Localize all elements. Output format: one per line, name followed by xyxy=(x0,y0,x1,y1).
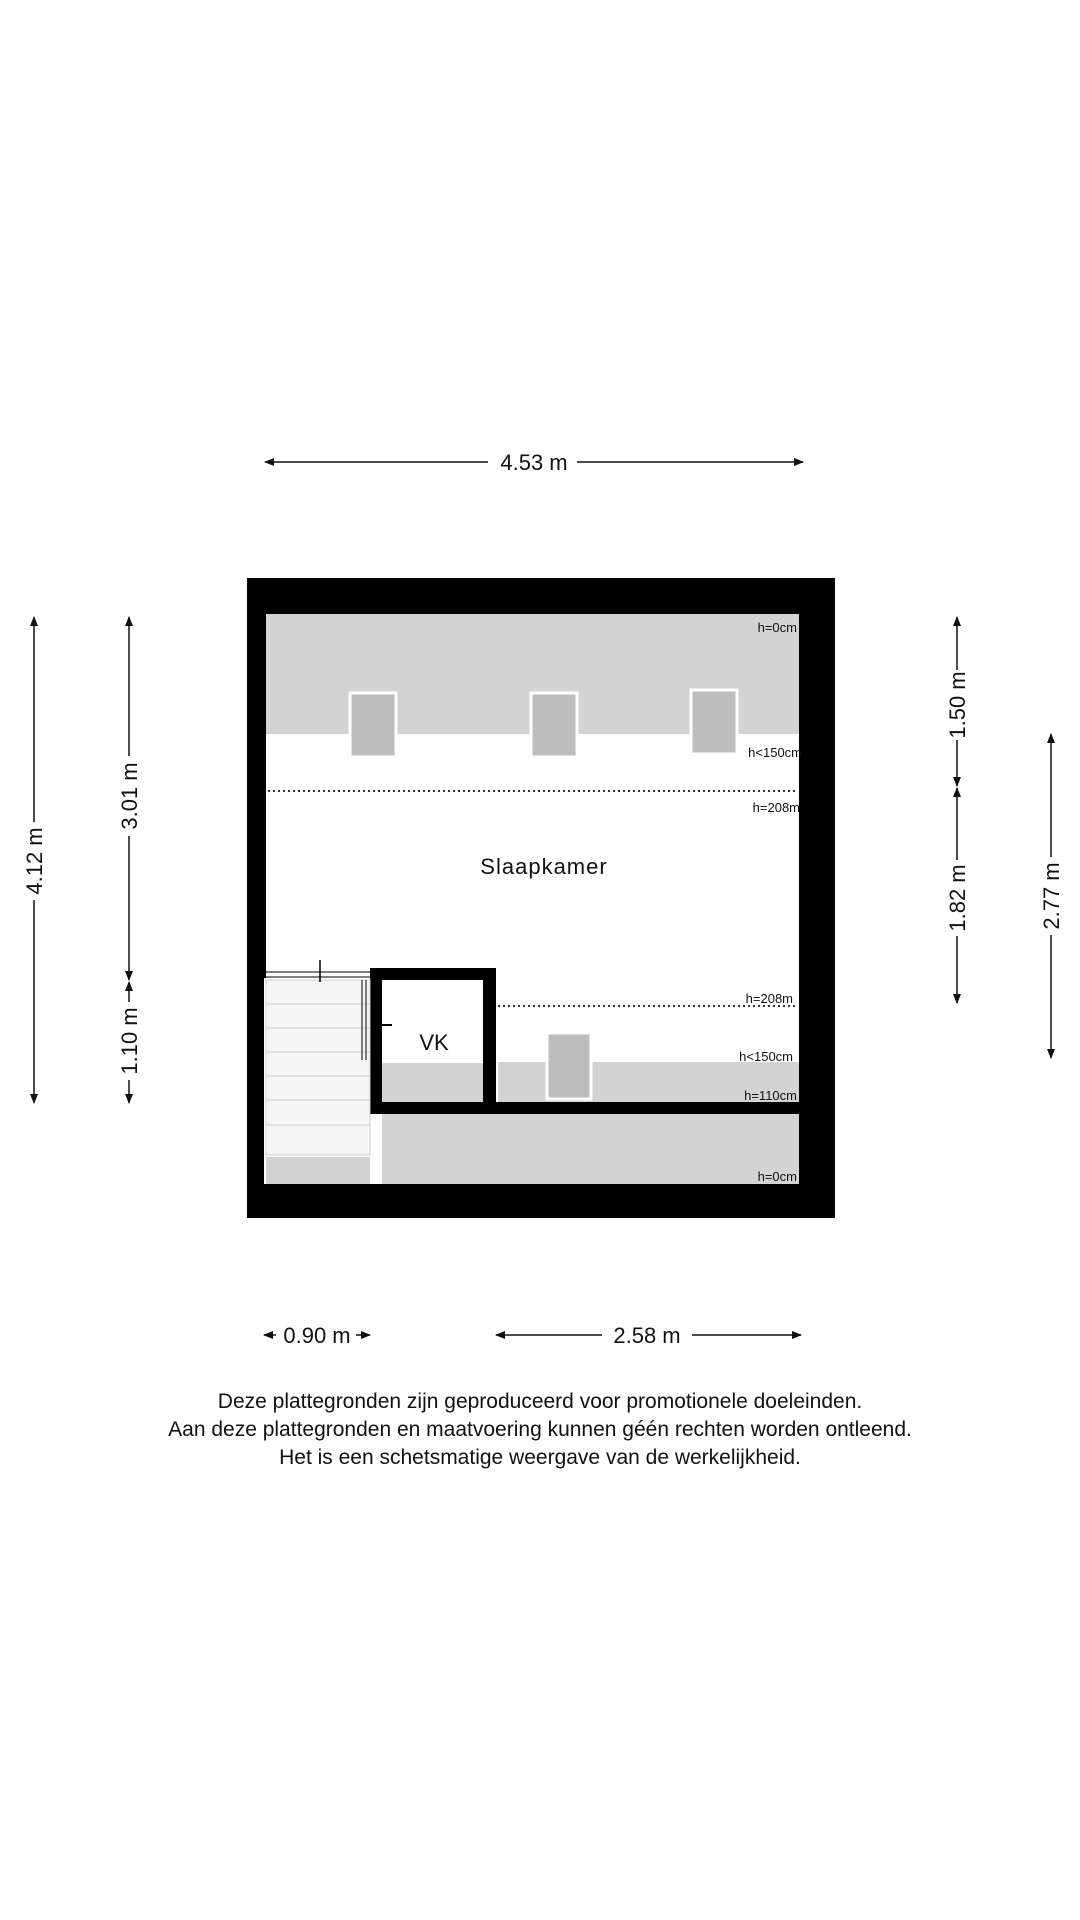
height-label-bottom-208: h=208m xyxy=(745,991,793,1006)
dimension-right-outer xyxy=(1039,734,1064,1058)
svg-text:0.90 m: 0.90 m xyxy=(283,1323,351,1348)
dimension-bottom-left xyxy=(264,1323,370,1348)
dimension-right-upper xyxy=(945,617,970,786)
skylight-4 xyxy=(547,1033,591,1099)
disclaimer-line-1: Deze plattegronden zijn geproduceerd voor promotionele doeleinden. xyxy=(217,1390,863,1413)
disclaimer xyxy=(0,1388,1080,1472)
height-label-bottom-zero: h=0cm xyxy=(757,1169,797,1184)
dimension-right-middle xyxy=(945,788,970,1003)
skylight-3 xyxy=(691,690,737,754)
room-label-bedroom: Slaapkamer xyxy=(480,854,608,879)
svg-text:1.50 m: 1.50 m xyxy=(945,671,970,739)
height-label-top-zero: h=0cm xyxy=(757,620,797,635)
storage-sloped xyxy=(382,1063,483,1102)
staircase xyxy=(264,960,370,1184)
dimension-top-width xyxy=(265,450,803,475)
svg-text:2.58 m: 2.58 m xyxy=(613,1323,681,1348)
crawl-space xyxy=(382,1114,799,1184)
height-label-top-208: h=208m xyxy=(752,800,800,815)
disclaimer-line-3: Het is een schetsmatige weergave van de werkelijkheid. xyxy=(279,1446,801,1469)
disclaimer-line-2: Aan deze plattegronden en maatvoering kunnen géén rechten worden ontleend. xyxy=(168,1418,912,1441)
height-label-bottom-lt150: h<150cm xyxy=(739,1049,793,1064)
room-label-storage: VK xyxy=(419,1030,449,1055)
dimension-left-outer xyxy=(22,617,47,1103)
dimension-left-upper xyxy=(117,617,142,980)
dimension-left-lower xyxy=(117,982,142,1103)
svg-text:2.77 m: 2.77 m xyxy=(1039,862,1064,930)
height-label-top-lt150: h<150cm xyxy=(748,745,802,760)
svg-text:4.53 m: 4.53 m xyxy=(500,450,568,475)
divider-wall xyxy=(370,1102,799,1114)
svg-text:3.01 m: 3.01 m xyxy=(117,762,142,830)
skylight-1 xyxy=(350,693,396,757)
dimension-bottom-right xyxy=(496,1323,801,1348)
svg-text:4.12 m: 4.12 m xyxy=(22,827,47,895)
height-label-bottom-110: h=110cm xyxy=(744,1088,797,1103)
svg-text:1.10 m: 1.10 m xyxy=(117,1007,142,1075)
skylight-2 xyxy=(531,693,577,757)
svg-text:1.82 m: 1.82 m xyxy=(945,864,970,932)
